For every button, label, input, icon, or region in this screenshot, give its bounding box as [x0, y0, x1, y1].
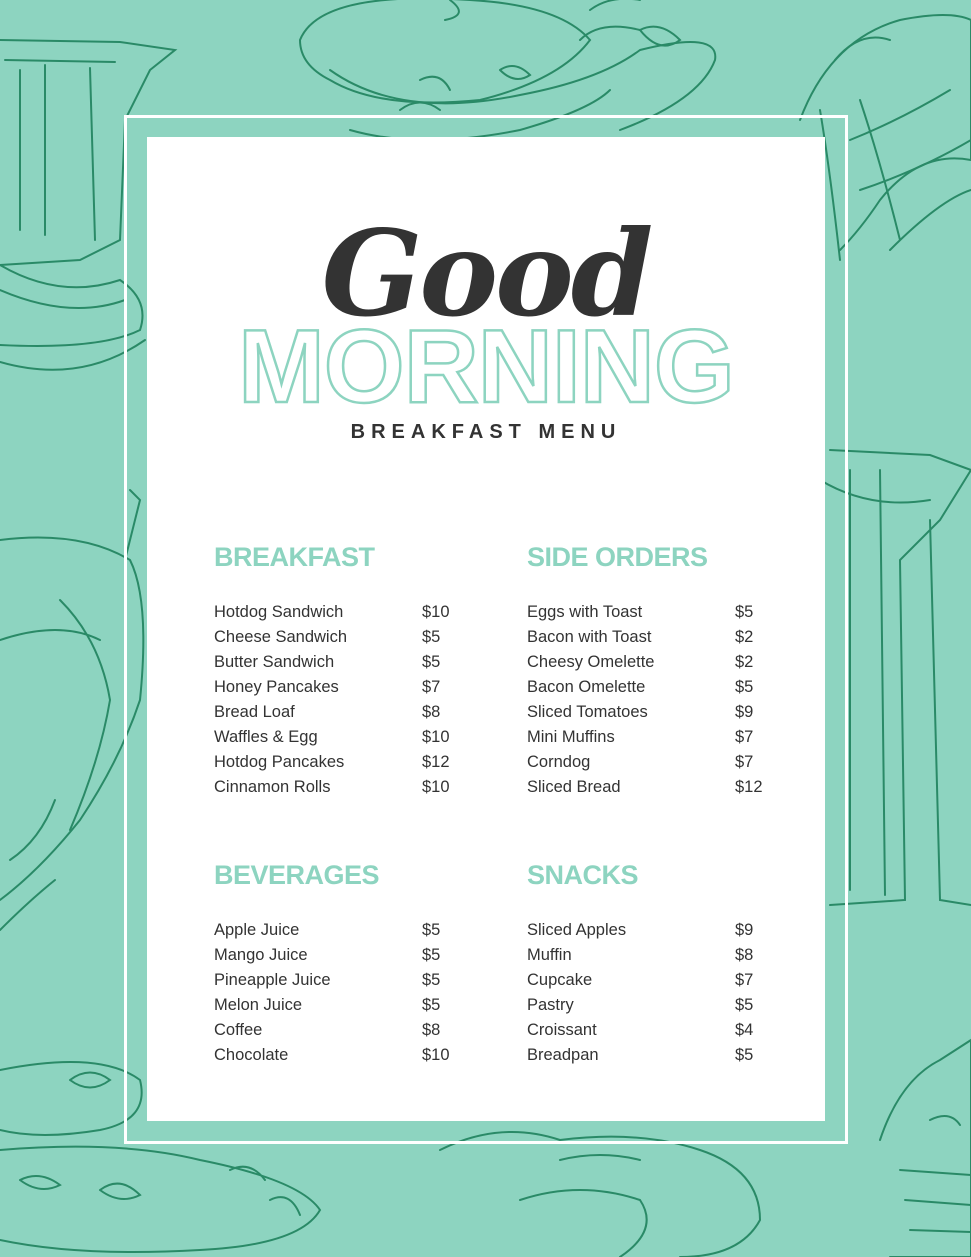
item-name: Eggs with Toast — [527, 603, 643, 621]
outlined-title: MORNING — [238, 309, 734, 425]
menu-item — [527, 700, 777, 725]
item-name: Cheesy Omelette — [527, 653, 655, 671]
item-name: Butter Sandwich — [214, 653, 335, 671]
menu-item — [527, 725, 777, 750]
item-name: Coffee — [214, 1021, 263, 1039]
menu-item — [527, 1018, 777, 1043]
item-price: $7 — [735, 728, 754, 746]
item-name: Cheese Sandwich — [214, 628, 347, 646]
section-title: SNACKS — [527, 860, 639, 890]
item-name: Bacon with Toast — [527, 628, 652, 646]
item-name: Cinnamon Rolls — [214, 778, 331, 796]
item-price: $12 — [735, 778, 763, 796]
item-price: $2 — [735, 628, 754, 646]
item-name: Muffin — [527, 946, 572, 964]
item-price: $5 — [422, 946, 441, 964]
jar-outline — [880, 1040, 971, 1257]
section-title: BEVERAGES — [214, 860, 380, 890]
item-name: Corndog — [527, 753, 591, 771]
pitcher-outline — [0, 538, 143, 901]
item-price: $10 — [422, 1046, 450, 1064]
item-price: $10 — [422, 603, 450, 621]
item-name: Hotdog Sandwich — [214, 603, 344, 621]
item-price: $7 — [735, 971, 754, 989]
item-name: Croissant — [527, 1021, 597, 1039]
item-list — [214, 918, 464, 1068]
item-price: $9 — [735, 703, 754, 721]
teacup-outline — [300, 0, 590, 103]
menu-card — [147, 137, 825, 1121]
item-name: Bread Loaf — [214, 703, 295, 721]
item-name: Bacon Omelette — [527, 678, 646, 696]
item-name: Cupcake — [527, 971, 593, 989]
coffee-pot-outline — [830, 450, 971, 905]
script-title: Good — [321, 204, 651, 343]
menu-item — [214, 1043, 464, 1068]
menu-subtitle: BREAKFAST MENU — [350, 421, 622, 443]
item-price: $8 — [735, 946, 754, 964]
menu-item — [527, 968, 777, 993]
menu-item — [214, 650, 464, 675]
item-price: $8 — [422, 703, 441, 721]
item-name: Waffles & Egg — [214, 728, 318, 746]
item-name: Honey Pancakes — [214, 678, 339, 696]
menu-item — [527, 775, 777, 800]
item-price: $4 — [735, 1021, 754, 1039]
menu-item — [214, 1018, 464, 1043]
item-price: $5 — [422, 971, 441, 989]
menu-item — [214, 750, 464, 775]
item-price: $7 — [422, 678, 441, 696]
item-name: Sliced Bread — [527, 778, 621, 796]
item-price: $8 — [422, 1021, 441, 1039]
menu-item — [214, 943, 464, 968]
menu-item — [214, 600, 464, 625]
breakfast-section — [214, 540, 464, 800]
menu-item — [214, 725, 464, 750]
item-price: $5 — [422, 921, 441, 939]
saucer-outline — [0, 1062, 142, 1135]
menu-item — [527, 625, 777, 650]
item-price: $5 — [422, 628, 441, 646]
item-price: $12 — [422, 753, 450, 771]
item-price: $5 — [422, 996, 441, 1014]
item-list — [527, 600, 777, 800]
item-price: $10 — [422, 778, 450, 796]
menu-item — [214, 993, 464, 1018]
menu-item — [527, 675, 777, 700]
item-name: Mango Juice — [214, 946, 308, 964]
item-name: Mini Muffins — [527, 728, 615, 746]
item-price: $5 — [735, 1046, 754, 1064]
item-list — [214, 600, 464, 800]
item-name: Sliced Apples — [527, 921, 627, 939]
item-name: Chocolate — [214, 1046, 289, 1064]
item-list — [527, 918, 777, 1068]
item-price: $5 — [422, 653, 441, 671]
item-price: $2 — [735, 653, 754, 671]
croissant-outline — [440, 1132, 760, 1257]
beverages-section — [214, 858, 464, 1068]
item-price: $10 — [422, 728, 450, 746]
menu-item — [527, 993, 777, 1018]
menu-item — [527, 1043, 777, 1068]
menu-item — [527, 650, 777, 675]
item-price: $9 — [735, 921, 754, 939]
item-name: Hotdog Pancakes — [214, 753, 345, 771]
item-name: Pineapple Juice — [214, 971, 331, 989]
menu-item — [214, 918, 464, 943]
item-name: Sliced Tomatoes — [527, 703, 648, 721]
item-price: $5 — [735, 678, 754, 696]
snacks-section — [527, 858, 777, 1068]
item-name: Breadpan — [527, 1046, 599, 1064]
item-name: Melon Juice — [214, 996, 303, 1014]
item-price: $7 — [735, 753, 754, 771]
menu-item — [214, 675, 464, 700]
section-title: SIDE ORDERS — [527, 542, 708, 572]
menu-item — [214, 968, 464, 993]
item-price: $5 — [735, 996, 754, 1014]
menu-item — [527, 943, 777, 968]
menu-item — [214, 625, 464, 650]
item-name: Apple Juice — [214, 921, 300, 939]
menu-item — [527, 750, 777, 775]
menu-item — [527, 600, 777, 625]
item-name: Pastry — [527, 996, 574, 1014]
side-orders-section — [527, 540, 777, 800]
item-price: $5 — [735, 603, 754, 621]
section-title: BREAKFAST — [214, 542, 375, 572]
menu-item — [214, 700, 464, 725]
menu-item — [527, 918, 777, 943]
menu-item — [214, 775, 464, 800]
